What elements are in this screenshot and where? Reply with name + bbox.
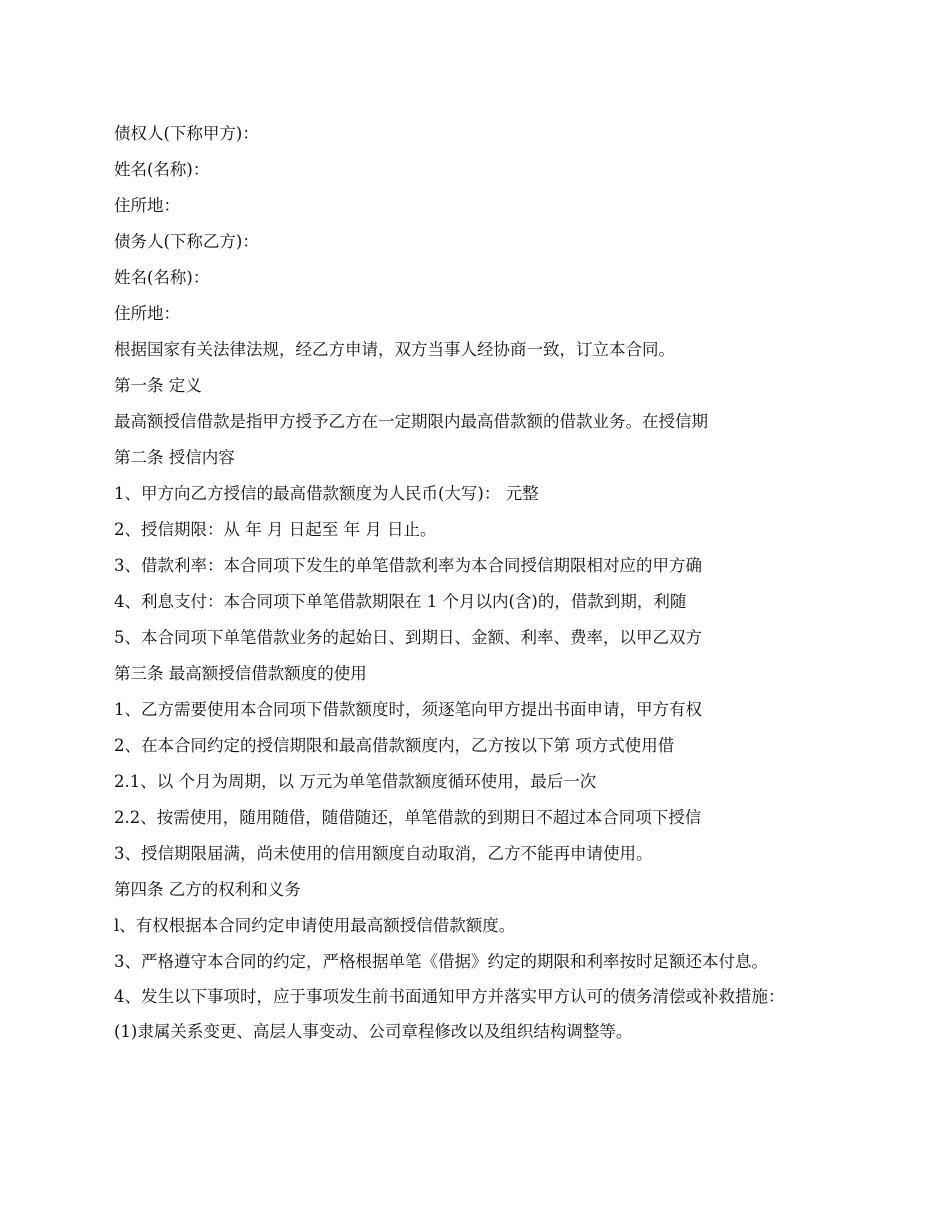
creditor-heading: 债权人(下称甲方)：	[114, 124, 259, 143]
article-2-item-4: 4、利息支付：本合同项下单笔借款期限在 1 个月以内(含)的，借款到期，利随	[114, 592, 687, 611]
creditor-address-line: 住所地：	[114, 196, 180, 215]
contract-body	[114, 124, 834, 1058]
article-4-item-4-sub-1: (1)隶属关系变更、高层人事变动、公司章程修改以及组织结构调整等。	[114, 1022, 633, 1041]
article-2-item-5: 5、本合同项下单笔借款业务的起始日、到期日、金额、利率、费率，以甲乙双方	[114, 628, 702, 647]
article-2-item-3: 3、借款利率：本合同项下发生的单笔借款利率为本合同授信期限相对应的甲方确	[114, 556, 702, 575]
article-3-title: 第三条 最高额授信借款额度的使用	[114, 664, 367, 683]
article-3-item-2-1: 2.1、以 个月为周期，以 万元为单笔借款额度循环使用，最后一次	[114, 772, 597, 791]
preamble: 根据国家有关法律法规，经乙方申请，双方当事人经协商一致，订立本合同。	[114, 340, 675, 359]
article-1-text: 最高额授信借款是指甲方授予乙方在一定期限内最高借款额的借款业务。在授信期	[114, 412, 708, 431]
article-1-title: 第一条 定义	[114, 376, 202, 395]
article-2-item-2: 2、授信期限：从 年 月 日起至 年 月 日止。	[114, 520, 437, 539]
article-3-item-2-2: 2.2、按需使用，随用随借，随借随还，单笔借款的到期日不超过本合同项下授信	[114, 808, 702, 827]
article-2-title: 第二条 授信内容	[114, 448, 235, 467]
creditor-name-line: 姓名(名称)：	[114, 160, 210, 179]
article-4-item-4: 4、发生以下事项时，应于事项发生前书面通知甲方并落实甲方认可的债务清偿或补救措施：	[114, 987, 785, 1006]
article-2-item-1: 1、甲方向乙方授信的最高借款额度为人民币(大写)： 元整	[114, 484, 539, 503]
debtor-heading: 债务人(下称乙方)：	[114, 232, 259, 251]
article-4-item-3: 3、严格遵守本合同的约定，严格根据单笔《借据》约定的期限和利率按时足额还本付息。	[114, 952, 768, 971]
article-4-title: 第四条 乙方的权利和义务	[114, 880, 301, 899]
debtor-name-line: 姓名(名称)：	[114, 268, 210, 287]
article-4-item-1: l、有权根据本合同约定申请使用最高额授信借款额度。	[114, 916, 516, 935]
debtor-address-line: 住所地：	[114, 304, 180, 323]
article-3-item-1: 1、乙方需要使用本合同项下借款额度时，须逐笔向甲方提出书面申请，甲方有权	[114, 700, 702, 719]
article-3-item-2: 2、在本合同约定的授信期限和最高借款额度内，乙方按以下第 项方式使用借	[114, 736, 675, 755]
article-3-item-3: 3、授信期限届满，尚未使用的信用额度自动取消，乙方不能再申请使用。	[114, 844, 653, 863]
